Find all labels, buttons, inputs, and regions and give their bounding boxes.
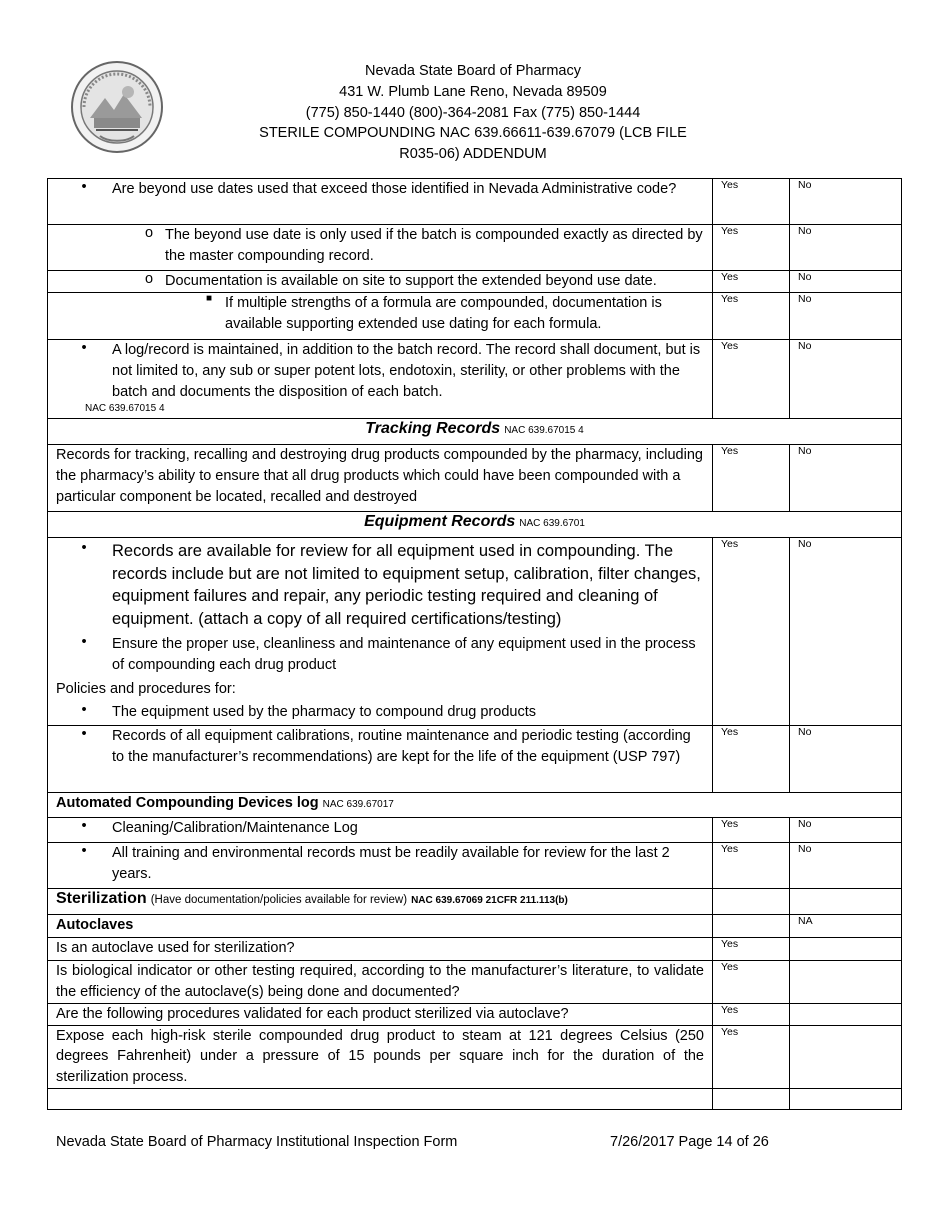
no-cell[interactable]: No bbox=[790, 179, 902, 225]
question-text: Is biological indicator or other testing required, according to the manufacturer’s literature, to validate the efficiency of the autoclave(s) being done and documented? bbox=[48, 961, 713, 1004]
table-row: • A log/record is maintained, in addition to the batch record. The record shall document, but is not limited to, any sub or super potent lots, endotoxin, sterility, or other problems with the batch and documents the disposition of each batch. NAC 639.67015 4 Yes No bbox=[48, 340, 902, 419]
subsection-title: Autoclaves bbox=[56, 917, 134, 933]
question-text: Records are available for review for all equipment used in compounding. The records include but are not limited to equipment setup, calibration, filter changes, equipment failures and repair, any periodic testing required and cleaning of equipment. (attach a copy of all required certifications/testing) bbox=[112, 542, 701, 628]
empty-cell bbox=[790, 1003, 902, 1025]
question-text: Records of all equipment calibrations, routine maintenance and periodic testing (according to the manufacturer’s recommendations) are kept for the life of the equipment (USP 797) bbox=[112, 728, 691, 765]
no-cell[interactable]: No bbox=[790, 340, 902, 419]
yes-cell[interactable]: Yes bbox=[713, 340, 790, 419]
table-row bbox=[48, 961, 902, 1004]
section-title: Equipment Records bbox=[364, 513, 516, 530]
no-cell[interactable]: No bbox=[790, 538, 902, 726]
table-row bbox=[48, 1003, 902, 1025]
no-cell[interactable]: No bbox=[790, 818, 902, 843]
no-cell[interactable]: No bbox=[790, 225, 902, 271]
question-text: All training and environmental records must be readily available for review for the last 2 years. bbox=[112, 845, 670, 882]
section-title: Automated Compounding Devices log bbox=[56, 795, 319, 811]
footer-page-info: 7/26/2017 Page 14 of 26 bbox=[610, 1134, 769, 1150]
yes-cell[interactable]: Yes bbox=[713, 938, 790, 961]
inspection-table bbox=[47, 178, 902, 1110]
yes-cell[interactable]: Yes bbox=[713, 843, 790, 889]
section-note: (Have documentation/policies available for review) bbox=[150, 894, 408, 906]
question-text: Cleaning/Calibration/Maintenance Log bbox=[112, 820, 358, 836]
table-row bbox=[48, 915, 902, 938]
empty-cell bbox=[713, 915, 790, 938]
yes-cell[interactable]: Yes bbox=[713, 1025, 790, 1088]
question-text: The beyond use date is only used if the batch is compounded exactly as directed by the master compounding record. bbox=[165, 227, 703, 264]
section-reference: NAC 639.67015 4 bbox=[504, 425, 584, 436]
empty-cell bbox=[790, 961, 902, 1004]
yes-cell[interactable]: Yes bbox=[713, 225, 790, 271]
empty-cell bbox=[790, 1025, 902, 1088]
yes-cell[interactable]: Yes bbox=[713, 961, 790, 1004]
yes-cell[interactable]: Yes bbox=[713, 538, 790, 726]
table-row: • All training and environmental records must be readily available for review for the last 2 years. Yes No bbox=[48, 843, 902, 889]
table-row: • Are beyond use dates used that exceed those identified in Nevada Administrative code? Yes No bbox=[48, 179, 902, 225]
nac-reference: NAC 639.67015 4 bbox=[85, 403, 165, 415]
doc-title: STERILE COMPOUNDING NAC 639.66611-639.67079 (LCB FILE bbox=[259, 125, 687, 142]
table-row bbox=[48, 1025, 902, 1088]
org-address: 431 W. Plumb Lane Reno, Nevada 89509 bbox=[339, 83, 607, 100]
question-text: Is an autoclave used for sterilization? bbox=[48, 938, 713, 961]
question-text: Ensure the proper use, cleanliness and maintenance of any equipment used in the process of compounding each drug product bbox=[112, 636, 696, 673]
yes-cell[interactable]: Yes bbox=[713, 445, 790, 512]
table-row: • Records of all equipment calibrations, routine maintenance and periodic testing (according to the manufacturer’s recommendations) are kept for the life of the equipment (USP 797) Yes No bbox=[48, 726, 902, 793]
empty-cell bbox=[713, 889, 790, 915]
na-cell[interactable]: NA bbox=[790, 915, 902, 938]
yes-cell[interactable]: Yes bbox=[713, 293, 790, 340]
section-header-row bbox=[48, 419, 902, 445]
section-header-row bbox=[48, 889, 902, 915]
table-row: • Records are available for review for all equipment used in compounding. The records include but are not limited to equipment setup, calibration, filter changes, equipment failures and repair, any periodic testing required and cleaning of equipment. (attach a copy of all required certifications/testing) • Ensure the proper use, cleanliness and maintenance of any equipment used in the process of compounding each drug product Policies and procedures for: • The equipment used by the pharmacy to compound drug products Yes No bbox=[48, 538, 902, 726]
yes-cell[interactable]: Yes bbox=[713, 726, 790, 793]
state-seal-icon bbox=[70, 60, 164, 154]
doc-title-cont: R035-06) ADDENDUM bbox=[399, 146, 547, 163]
no-cell[interactable]: No bbox=[790, 445, 902, 512]
empty-cell bbox=[713, 1088, 790, 1109]
footer-form-name: Nevada State Board of Pharmacy Institutional Inspection Form bbox=[56, 1134, 458, 1150]
question-text: Documentation is available on site to support the extended beyond use date. bbox=[165, 273, 657, 289]
question-text: Are beyond use dates used that exceed those identified in Nevada Administrative code? bbox=[112, 181, 677, 197]
no-cell[interactable]: No bbox=[790, 843, 902, 889]
yes-cell[interactable]: Yes bbox=[713, 271, 790, 293]
empty-cell bbox=[790, 889, 902, 915]
section-reference: NAC 639.67017 bbox=[322, 799, 394, 810]
policies-label: Policies and procedures for: bbox=[56, 680, 236, 697]
no-cell[interactable]: No bbox=[790, 271, 902, 293]
section-title: Sterilization bbox=[56, 890, 147, 907]
section-reference: NAC 639.67069 21CFR 211.113(b) bbox=[411, 895, 568, 906]
table-row bbox=[48, 1088, 902, 1109]
question-text: Records for tracking, recalling and destroying drug products compounded by the pharmacy, including the pharmacy’s ability to ensure that all drug products which could have been compounded with a particular component be located, recalled and destroyed bbox=[48, 445, 713, 512]
org-name: Nevada State Board of Pharmacy bbox=[364, 63, 581, 79]
table-row bbox=[48, 445, 902, 512]
section-reference: NAC 639.6701 bbox=[519, 518, 585, 529]
no-cell[interactable]: No bbox=[790, 726, 902, 793]
question-text: If multiple strengths of a formula are compounded, documentation is available supporting extended use dating for each formula. bbox=[225, 295, 662, 332]
table-row bbox=[48, 938, 902, 961]
org-phones: (775) 850-1440 (800)-364-2081 Fax (775) 850-1444 bbox=[305, 104, 641, 121]
section-title: Tracking Records bbox=[365, 420, 501, 437]
yes-cell[interactable]: Yes bbox=[713, 818, 790, 843]
table-row: ■ If multiple strengths of a formula are compounded, documentation is available supporting extended use dating for each formula. Yes No bbox=[48, 293, 902, 340]
yes-cell[interactable]: Yes bbox=[713, 179, 790, 225]
letterhead bbox=[200, 61, 746, 165]
question-text: The equipment used by the pharmacy to compound drug products bbox=[112, 704, 536, 721]
empty-cell bbox=[48, 1088, 713, 1109]
no-cell[interactable]: No bbox=[790, 293, 902, 340]
table-row: o Documentation is available on site to support the extended beyond use date. Yes No bbox=[48, 271, 902, 293]
section-header-row bbox=[48, 793, 902, 818]
question-text: Expose each high-risk sterile compounded drug product to steam at 121 degrees Celsius (250 degrees Fahrenheit) under a pressure of 15 pounds per square inch for the duration of the sterilization process. bbox=[48, 1025, 713, 1088]
table-row: • Cleaning/Calibration/Maintenance Log Yes No bbox=[48, 818, 902, 843]
table-row: o The beyond use date is only used if the batch is compounded exactly as directed by the master compounding record. Yes No bbox=[48, 225, 902, 271]
question-text: Are the following procedures validated for each product sterilized via autoclave? bbox=[48, 1003, 713, 1025]
empty-cell bbox=[790, 1088, 902, 1109]
empty-cell bbox=[790, 938, 902, 961]
question-text: A log/record is maintained, in addition to the batch record. The record shall document, but is not limited to, any sub or super potent lots, endotoxin, sterility, or other problems with the batch and documents the disposition of each batch. bbox=[112, 342, 701, 400]
section-header-row bbox=[48, 512, 902, 538]
yes-cell[interactable]: Yes bbox=[713, 1003, 790, 1025]
